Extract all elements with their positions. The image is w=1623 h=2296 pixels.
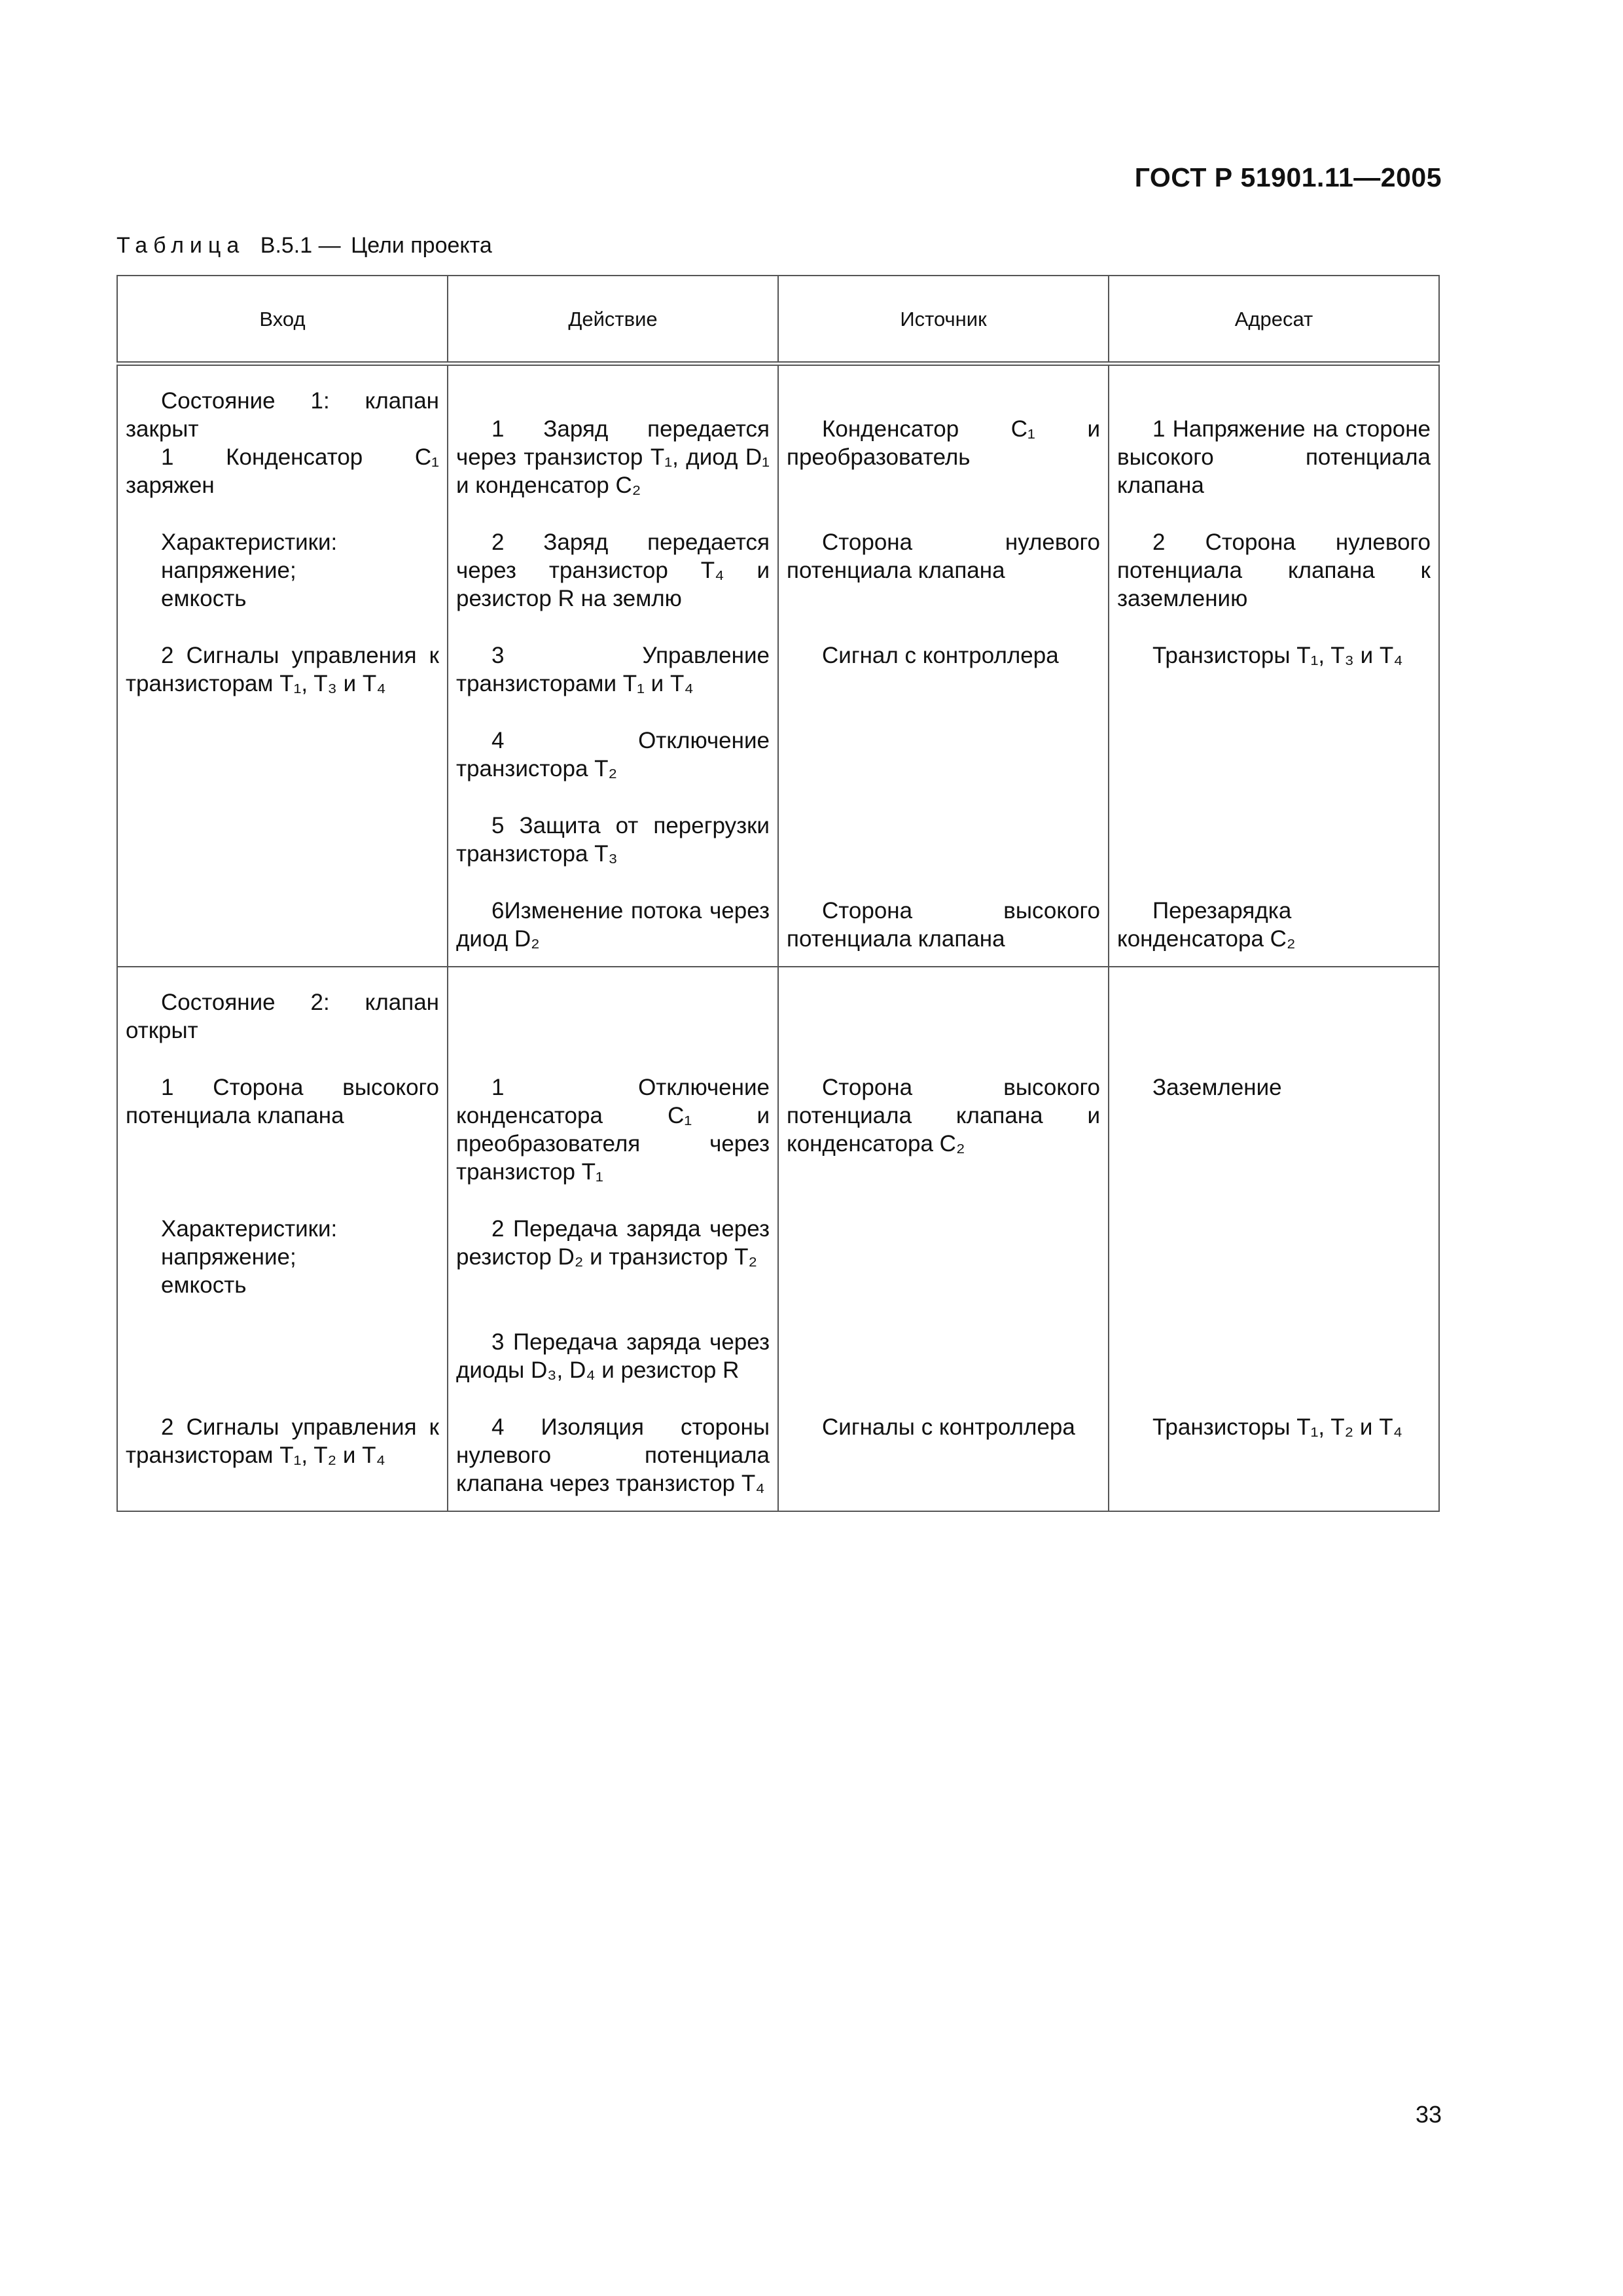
cell-target bbox=[1109, 812, 1439, 897]
cell-target bbox=[1109, 641, 1439, 726]
characteristics-item: емкость bbox=[161, 586, 247, 611]
source-text: Сторона нулевого потенциала клапана bbox=[787, 529, 1100, 583]
target-text: Заземление bbox=[1152, 1075, 1282, 1100]
table-row bbox=[117, 641, 1439, 726]
cell-action bbox=[448, 726, 778, 812]
action-text: 3 Передача заряда через диоды D₃, D₄ и резистор R bbox=[456, 1329, 770, 1383]
cell-action bbox=[448, 641, 778, 726]
cell-input bbox=[117, 967, 448, 1215]
characteristics-item: емкость bbox=[161, 1272, 247, 1298]
action-text: 3 Управление транзисторами T₁ и T₄ bbox=[456, 643, 770, 696]
cell-action bbox=[448, 1413, 778, 1511]
characteristics-title: Характеристики: bbox=[161, 529, 338, 555]
table-caption-prefix: Таблица bbox=[116, 233, 245, 258]
cell-input bbox=[117, 1328, 448, 1413]
table-header-row bbox=[117, 276, 1439, 364]
target-text: 2 Сторона нулевого потенциала клапана к заземлению bbox=[1117, 529, 1431, 611]
project-goals-table bbox=[116, 275, 1440, 1512]
table-row bbox=[117, 528, 1439, 641]
document-code: ГОСТ Р 51901.11—2005 bbox=[1134, 162, 1442, 192]
action-text: 6Изменение потока через диод D₂ bbox=[456, 898, 770, 952]
cell-source bbox=[778, 967, 1109, 1215]
action-text: 1 Заряд передается через транзистор T₁, диод D₁ и конденсатор C₂ bbox=[456, 416, 770, 498]
cell-input bbox=[117, 1215, 448, 1328]
target-text: 1 Напряжение на стороне высокого потенциала клапана bbox=[1117, 416, 1431, 498]
source-text: Сигнал с контроллера bbox=[822, 643, 1059, 668]
column-header-input: Вход bbox=[117, 276, 448, 364]
table-row bbox=[117, 1328, 1439, 1413]
action-text: 2 Передача заряда через резистор D₂ и транзистор T₂ bbox=[456, 1216, 770, 1270]
table-row bbox=[117, 1215, 1439, 1328]
source-text: Сигналы с контроллера bbox=[822, 1414, 1075, 1440]
page-number: 33 bbox=[1415, 2101, 1442, 2128]
cell-action bbox=[448, 1328, 778, 1413]
column-header-action: Действие bbox=[448, 276, 778, 364]
cell-source bbox=[778, 528, 1109, 641]
table-caption-number: В.5.1 — bbox=[260, 233, 341, 258]
action-text: 5 Защита от перегрузки транзистора T₃ bbox=[456, 813, 770, 867]
cell-source bbox=[778, 726, 1109, 812]
table-caption bbox=[116, 233, 492, 259]
cell-source bbox=[778, 641, 1109, 726]
table-row bbox=[117, 726, 1439, 812]
cell-target bbox=[1109, 726, 1439, 812]
cell-action bbox=[448, 967, 778, 1215]
cell-source bbox=[778, 812, 1109, 897]
cell-target bbox=[1109, 1413, 1439, 1511]
target-text: Транзисторы T₁, T₃ и T₄ bbox=[1152, 643, 1403, 668]
cell-input bbox=[117, 364, 448, 529]
action-text: 4 Отключение транзистора T₂ bbox=[456, 728, 770, 781]
cell-source bbox=[778, 364, 1109, 529]
input-text: 2 Сигналы управления к транзисторам T₁, T₂ и T₄ bbox=[126, 1414, 439, 1468]
cell-input bbox=[117, 726, 448, 812]
table-caption-title: Цели проекта bbox=[351, 233, 492, 258]
source-text: Сторона высокого потенциала клапана и конденсатора C₂ bbox=[787, 1075, 1100, 1157]
cell-input bbox=[117, 1413, 448, 1511]
cell-action bbox=[448, 897, 778, 967]
target-text: Перезарядка конденсатора C₂ bbox=[1117, 898, 1296, 952]
cell-target bbox=[1109, 1215, 1439, 1328]
characteristics-item: напряжение; bbox=[161, 558, 296, 583]
cell-source bbox=[778, 1413, 1109, 1511]
table-row bbox=[117, 967, 1439, 1215]
table-row bbox=[117, 364, 1439, 529]
characteristics-title: Характеристики: bbox=[161, 1216, 338, 1242]
cell-action bbox=[448, 812, 778, 897]
table-row bbox=[117, 1413, 1439, 1511]
cell-input bbox=[117, 641, 448, 726]
column-header-target: Адресат bbox=[1109, 276, 1439, 364]
input-text: 1 Сторона высокого потенциала клапана bbox=[126, 1075, 439, 1128]
state-title: Состояние 2: клапан открыт bbox=[126, 990, 439, 1043]
source-text: Конденсатор C₁ и преобразователь bbox=[787, 416, 1100, 470]
cell-input bbox=[117, 897, 448, 967]
cell-target bbox=[1109, 967, 1439, 1215]
cell-target bbox=[1109, 897, 1439, 967]
cell-source bbox=[778, 1215, 1109, 1328]
target-text: Транзисторы T₁, T₂ и T₄ bbox=[1152, 1414, 1402, 1440]
cell-source bbox=[778, 897, 1109, 967]
table-row bbox=[117, 812, 1439, 897]
cell-target bbox=[1109, 528, 1439, 641]
cell-source bbox=[778, 1328, 1109, 1413]
cell-target bbox=[1109, 1328, 1439, 1413]
source-text: Сторона высокого потенциала клапана bbox=[787, 898, 1100, 952]
cell-input bbox=[117, 812, 448, 897]
input-text: 1 Конденсатор C₁ заряжен bbox=[126, 444, 439, 498]
cell-target bbox=[1109, 364, 1439, 529]
action-text: 1 Отключение конденсатора C₁ и преобразователя через транзистор T₁ bbox=[456, 1075, 770, 1185]
cell-action bbox=[448, 528, 778, 641]
input-text: 2 Сигналы управления к транзисторам T₁, T₃ и T₄ bbox=[126, 643, 439, 696]
action-text: 4 Изоляция стороны нулевого потенциала клапана через транзистор T₄ bbox=[456, 1414, 770, 1496]
table-row bbox=[117, 897, 1439, 967]
cell-action bbox=[448, 364, 778, 529]
characteristics-item: напряжение; bbox=[161, 1244, 296, 1270]
action-text: 2 Заряд передается через транзистор T₄ и резистор R на землю bbox=[456, 529, 770, 611]
state-title: Состояние 1: клапан закрыт bbox=[126, 388, 439, 442]
cell-action bbox=[448, 1215, 778, 1328]
cell-input bbox=[117, 528, 448, 641]
column-header-source: Источник bbox=[778, 276, 1109, 364]
